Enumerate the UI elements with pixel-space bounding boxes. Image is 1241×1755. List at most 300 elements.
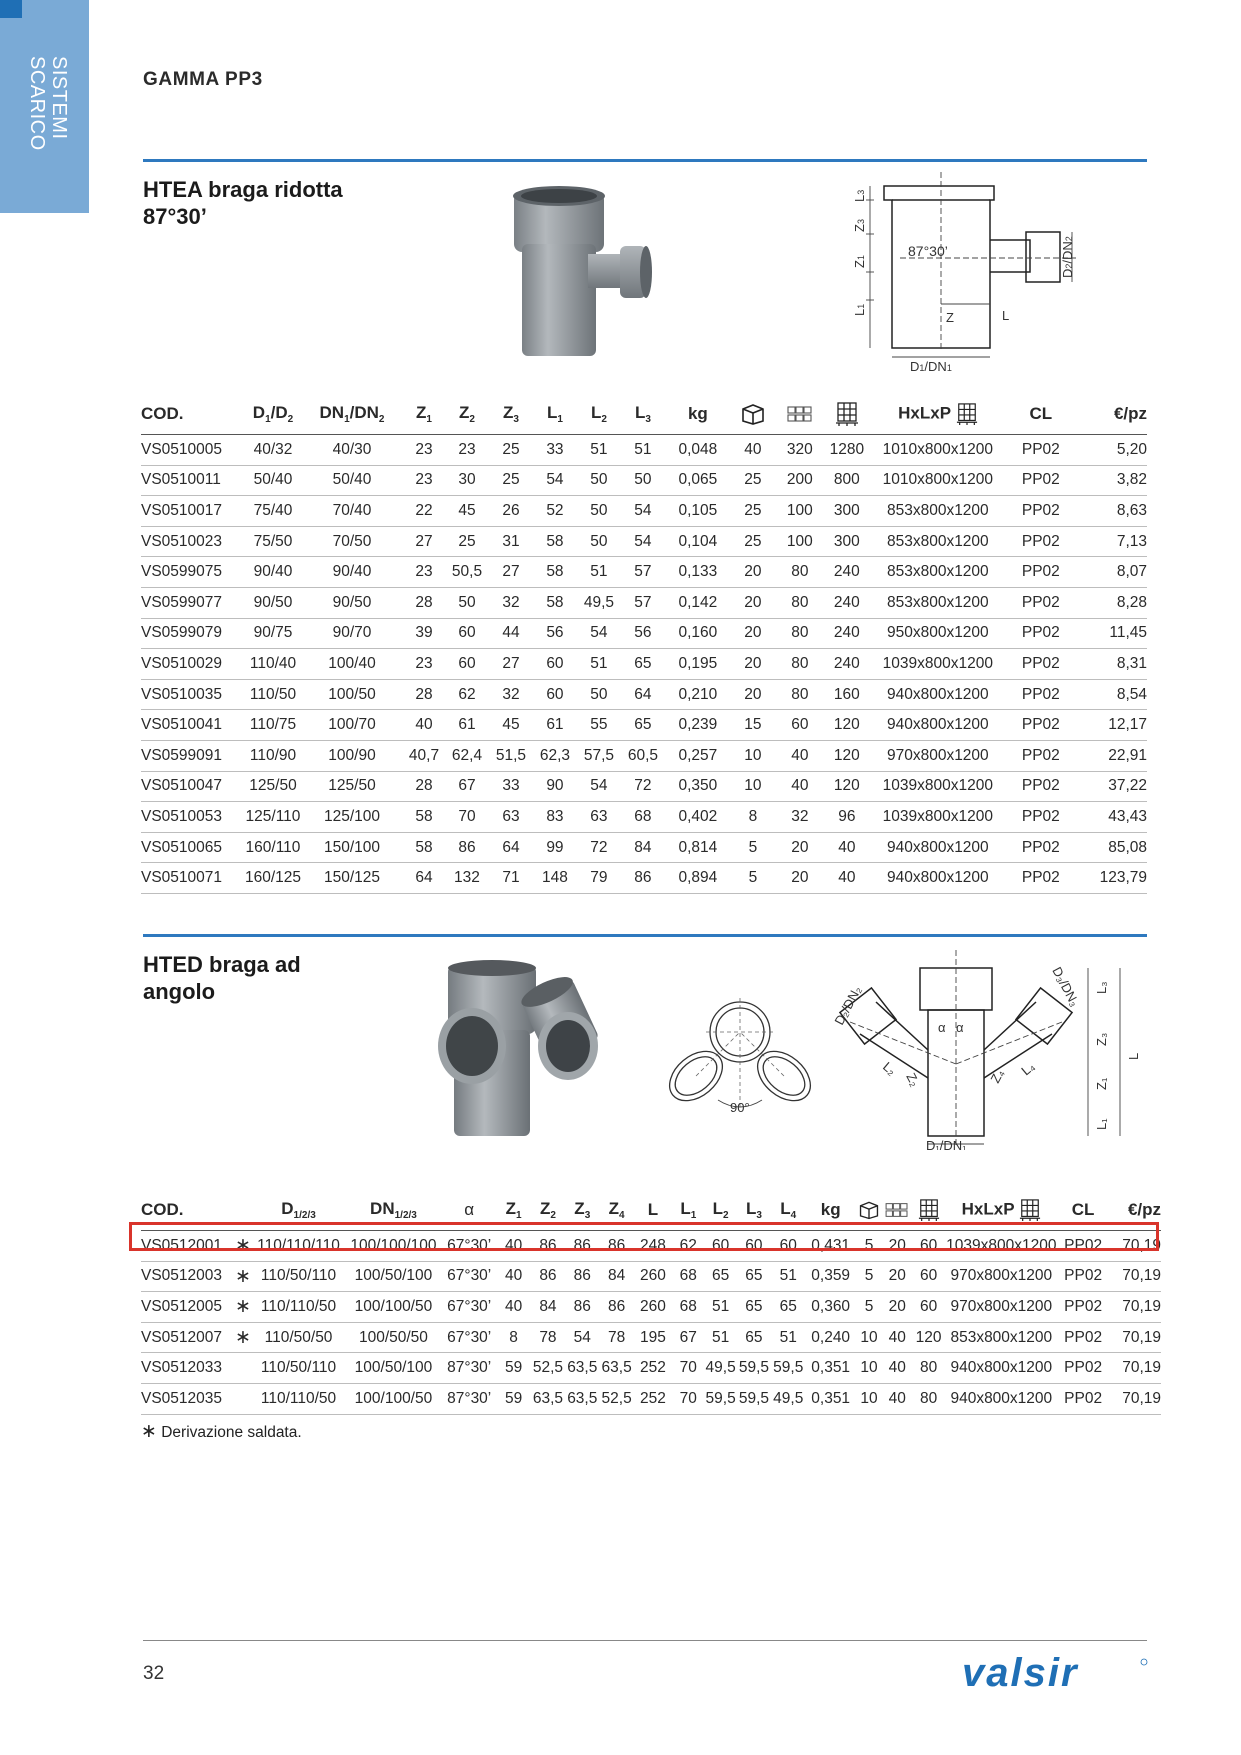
cell-l2: 63	[577, 802, 621, 833]
table-row	[141, 710, 1147, 741]
cell-cod: VS0510029	[141, 649, 245, 680]
cell-z1: 40	[496, 1231, 530, 1262]
section-divider	[143, 934, 1147, 937]
cell-hxlxp: 970x800x1200	[869, 740, 1007, 771]
cell-qty-layer: 40	[775, 771, 825, 802]
cell-cod: VS0512001	[141, 1231, 234, 1262]
table-row	[141, 1292, 1161, 1323]
cell-z2: 23	[445, 435, 489, 466]
cell-l3: 68	[621, 802, 665, 833]
cell-qty-box: 5	[856, 1292, 882, 1323]
cell-cl: PP02	[1007, 863, 1075, 894]
svg-text:L₂: L₂	[880, 1058, 900, 1079]
cell-z1: 58	[403, 802, 445, 833]
cell-l: 252	[634, 1353, 672, 1384]
cell-cod: VS0510017	[141, 496, 245, 527]
valsir-logo	[960, 1652, 1150, 1692]
cell-qty-layer: 100	[775, 526, 825, 557]
col-l2: $L_2$	[704, 1190, 736, 1231]
cell-price: 8,07	[1075, 557, 1147, 588]
cell-qty-box: 25	[731, 496, 775, 527]
table-row	[141, 740, 1147, 771]
cell-l4: 51	[771, 1261, 805, 1292]
cell-dn123: 100/50/50	[345, 1322, 442, 1353]
cell-price: 70,19	[1108, 1383, 1161, 1414]
cell-qty-box: 25	[731, 526, 775, 557]
cell-price: 123,79	[1075, 863, 1147, 894]
cell-price: 8,31	[1075, 649, 1147, 680]
cell-z3: 63,5	[565, 1383, 599, 1414]
cell-alpha: 87°30’	[442, 1353, 497, 1384]
cell-price: 7,13	[1075, 526, 1147, 557]
svg-text:90°: 90°	[730, 1100, 750, 1115]
cell-z1: 23	[403, 435, 445, 466]
table-row	[141, 587, 1147, 618]
cell-z2: 25	[445, 526, 489, 557]
cell-dn1-dn2: 100/40	[301, 649, 403, 680]
cell-l: 260	[634, 1292, 672, 1323]
cell-z1: 22	[403, 496, 445, 527]
cell-hxlxp: 970x800x1200	[945, 1261, 1058, 1292]
cell-cl: PP02	[1058, 1353, 1108, 1384]
cell-star: ∗	[234, 1261, 252, 1292]
cell-kg: 0,359	[805, 1261, 855, 1292]
cell-l2: 55	[577, 710, 621, 741]
cell-l1: 83	[533, 802, 577, 833]
cell-qty-layer: 80	[775, 557, 825, 588]
cell-price: 3,82	[1075, 465, 1147, 496]
col-dn123: $DN_{1/2/3}$	[345, 1190, 442, 1231]
table-header-row	[141, 394, 1147, 435]
table-row	[141, 679, 1147, 710]
cell-z1: 59	[496, 1383, 530, 1414]
cell-qty-box: 5	[856, 1261, 882, 1292]
cell-z3: 33	[489, 771, 533, 802]
cell-l1: 33	[533, 435, 577, 466]
cell-price: 70,19	[1108, 1261, 1161, 1292]
cell-dn1-dn2: 125/100	[301, 802, 403, 833]
cell-z2: 45	[445, 496, 489, 527]
cell-cl: PP02	[1007, 618, 1075, 649]
cell-l2: 49,5	[704, 1353, 736, 1384]
cell-cod: VS0599079	[141, 618, 245, 649]
cell-qty-layer: 40	[775, 740, 825, 771]
cell-cl: PP02	[1007, 710, 1075, 741]
table-row	[141, 465, 1147, 496]
cell-z2: 50,5	[445, 557, 489, 588]
cell-price: 37,22	[1075, 771, 1147, 802]
cell-d1-d2: 40/32	[245, 435, 301, 466]
cell-qty-box: 10	[731, 740, 775, 771]
hted-technical-drawing	[820, 950, 1150, 1150]
cell-d1-d2: 160/110	[245, 832, 301, 863]
col-z4: $Z_4$	[599, 1190, 633, 1231]
cell-z4: 78	[599, 1322, 633, 1353]
cell-qty-layer: 32	[775, 802, 825, 833]
cell-l4: 49,5	[771, 1383, 805, 1414]
cell-l1: 61	[533, 710, 577, 741]
cell-d123: 110/50/110	[252, 1353, 345, 1384]
cell-z1: 23	[403, 465, 445, 496]
cell-qty-pallet: 80	[912, 1353, 944, 1384]
cell-cod: VS0510065	[141, 832, 245, 863]
hted-table-body	[141, 1231, 1161, 1415]
cell-cod: VS0599077	[141, 587, 245, 618]
cell-qty-box: 8	[731, 802, 775, 833]
cell-dn1-dn2: 70/40	[301, 496, 403, 527]
cell-l3: 57	[621, 557, 665, 588]
cell-qty-layer: 100	[775, 496, 825, 527]
htea-product-photo	[500, 184, 660, 360]
section-side-tab	[0, 0, 89, 213]
cell-qty-pallet: 60	[912, 1231, 944, 1262]
cell-l2: 51	[577, 435, 621, 466]
cell-cl: PP02	[1007, 679, 1075, 710]
cell-cod: VS0510071	[141, 863, 245, 894]
cell-qty-pallet: 240	[825, 587, 869, 618]
cell-z3: 63,5	[565, 1353, 599, 1384]
cell-dn1-dn2: 100/70	[301, 710, 403, 741]
cell-l2: 50	[577, 496, 621, 527]
pallet-icon	[918, 1198, 940, 1222]
cell-dn123: 100/50/100	[345, 1353, 442, 1384]
cell-price: 22,91	[1075, 740, 1147, 771]
cell-kg: 0,160	[665, 618, 731, 649]
pallet-icon	[1019, 1198, 1041, 1222]
cell-qty-box: 10	[856, 1353, 882, 1384]
cell-cl: PP02	[1058, 1261, 1108, 1292]
cell-z2: 86	[531, 1231, 565, 1262]
cell-alpha: 67°30’	[442, 1322, 497, 1353]
cell-qty-layer: 40	[882, 1322, 912, 1353]
cell-kg: 0,105	[665, 496, 731, 527]
col-cl: CL	[1007, 394, 1075, 435]
cell-z2: 30	[445, 465, 489, 496]
box-icon	[858, 1199, 880, 1221]
cell-d1-d2: 125/110	[245, 802, 301, 833]
col-alpha: α	[442, 1190, 497, 1231]
cell-z4: 63,5	[599, 1353, 633, 1384]
hted-product-photo	[428, 960, 608, 1140]
cell-star: ∗	[234, 1292, 252, 1323]
htea-technical-drawing	[840, 172, 1080, 372]
cell-d1-d2: 160/125	[245, 863, 301, 894]
cell-l2: 54	[577, 771, 621, 802]
cell-star	[234, 1383, 252, 1414]
svg-text:valsir: valsir	[962, 1652, 1079, 1692]
cell-hxlxp: 853x800x1200	[869, 496, 1007, 527]
page-header-title: GAMMA PP3	[143, 69, 263, 90]
cell-qty-box: 20	[731, 557, 775, 588]
cell-cl: PP02	[1007, 526, 1075, 557]
cell-z2: 70	[445, 802, 489, 833]
cell-hxlxp: 940x800x1200	[869, 863, 1007, 894]
cell-l: 252	[634, 1383, 672, 1414]
cell-kg: 0,894	[665, 863, 731, 894]
col-hxlxp: HxLxP	[945, 1190, 1058, 1231]
cell-l3: 72	[621, 771, 665, 802]
cell-l3: 59,5	[737, 1383, 771, 1414]
cell-cod: VS0512005	[141, 1292, 234, 1323]
cell-price: 8,28	[1075, 587, 1147, 618]
col-z1: $Z_1$	[403, 394, 445, 435]
htea-spec-table	[141, 394, 1147, 894]
cell-z3: 25	[489, 465, 533, 496]
table-row	[141, 1383, 1161, 1414]
cell-z3: 25	[489, 435, 533, 466]
cell-cl: PP02	[1007, 465, 1075, 496]
cell-alpha: 67°30’	[442, 1261, 497, 1292]
cell-l1: 148	[533, 863, 577, 894]
cell-qty-pallet: 800	[825, 465, 869, 496]
col-l2: $L_2$	[577, 394, 621, 435]
cell-l3: 56	[621, 618, 665, 649]
svg-text:Z: Z	[946, 310, 954, 325]
cell-d123: 110/110/110	[252, 1231, 345, 1262]
cell-z2: 60	[445, 649, 489, 680]
table-row	[141, 649, 1147, 680]
cell-qty-layer: 200	[775, 465, 825, 496]
cell-z1: 40	[496, 1292, 530, 1323]
cell-dn123: 100/100/100	[345, 1231, 442, 1262]
cell-z4: 86	[599, 1231, 633, 1262]
cell-hxlxp: 1039x800x1200	[869, 771, 1007, 802]
cell-price: 43,43	[1075, 802, 1147, 833]
cell-l2: 79	[577, 863, 621, 894]
col-z1: $Z_1$	[496, 1190, 530, 1231]
cell-qty-pallet: 80	[912, 1383, 944, 1414]
svg-text:L₄: L₄	[1018, 1058, 1038, 1079]
table-row	[141, 557, 1147, 588]
cell-z4: 86	[599, 1292, 633, 1323]
cell-z2: 86	[445, 832, 489, 863]
cell-z3: 63	[489, 802, 533, 833]
cell-l4: 51	[771, 1322, 805, 1353]
cell-d123: 110/110/50	[252, 1292, 345, 1323]
cell-price: 70,19	[1108, 1353, 1161, 1384]
col-kg: kg	[665, 394, 731, 435]
cell-l2: 57,5	[577, 740, 621, 771]
cell-cod: VS0510041	[141, 710, 245, 741]
cell-l3: 59,5	[737, 1353, 771, 1384]
cell-kg: 0,240	[805, 1322, 855, 1353]
col-l3: $L_3$	[621, 394, 665, 435]
cell-l: 195	[634, 1322, 672, 1353]
cell-cod: VS0510053	[141, 802, 245, 833]
cell-z3: 31	[489, 526, 533, 557]
col-pallet-icon	[825, 394, 869, 435]
cell-d1-d2: 125/50	[245, 771, 301, 802]
cell-dn1-dn2: 90/50	[301, 587, 403, 618]
cell-d1-d2: 50/40	[245, 465, 301, 496]
cell-cod: VS0510011	[141, 465, 245, 496]
cell-l3: 51	[621, 435, 665, 466]
cell-z2: 52,5	[531, 1353, 565, 1384]
cell-l1: 70	[672, 1383, 704, 1414]
cell-l2: 54	[577, 618, 621, 649]
section2-title: HTED braga ad angolo	[143, 952, 301, 1004]
svg-text:D₁/DN₁: D₁/DN₁	[926, 1138, 967, 1150]
cell-z4: 84	[599, 1261, 633, 1292]
table-row	[141, 771, 1147, 802]
cell-l: 260	[634, 1261, 672, 1292]
cell-z1: 27	[403, 526, 445, 557]
cell-l2: 65	[704, 1261, 736, 1292]
svg-text:Z₂: Z₂	[903, 1070, 923, 1089]
col-l3: $L_3$	[737, 1190, 771, 1231]
col-layer-icon	[775, 394, 825, 435]
box-icon	[740, 402, 766, 426]
cell-price: 8,63	[1075, 496, 1147, 527]
cell-kg: 0,048	[665, 435, 731, 466]
cell-qty-box: 40	[731, 435, 775, 466]
cell-l1: 62	[672, 1231, 704, 1262]
cell-qty-box: 20	[731, 649, 775, 680]
cell-z3: 71	[489, 863, 533, 894]
cell-dn1-dn2: 125/50	[301, 771, 403, 802]
svg-text:D₂/DN₂: D₂/DN₂	[831, 983, 865, 1028]
cell-z1: 28	[403, 771, 445, 802]
cell-l2: 51	[704, 1292, 736, 1323]
page-number: 32	[143, 1663, 165, 1684]
cell-cl: PP02	[1058, 1292, 1108, 1323]
cell-cl: PP02	[1007, 832, 1075, 863]
hted-top-view-drawing	[660, 990, 820, 1120]
cell-z1: 39	[403, 618, 445, 649]
col-z2: $Z_2$	[531, 1190, 565, 1231]
cell-dn1-dn2: 90/70	[301, 618, 403, 649]
cell-l3: 64	[621, 679, 665, 710]
cell-hxlxp: 1039x800x1200	[869, 649, 1007, 680]
cell-kg: 0,431	[805, 1231, 855, 1262]
cell-l1: 62,3	[533, 740, 577, 771]
cell-l1: 99	[533, 832, 577, 863]
cell-qty-pallet: 120	[825, 771, 869, 802]
cell-price: 8,54	[1075, 679, 1147, 710]
cell-qty-layer: 40	[882, 1383, 912, 1414]
cell-l1: 58	[533, 557, 577, 588]
cell-l3: 65	[737, 1292, 771, 1323]
cell-qty-pallet: 120	[825, 740, 869, 771]
svg-text:α: α	[938, 1020, 946, 1035]
cell-l2: 59,5	[704, 1383, 736, 1414]
cell-d1-d2: 90/40	[245, 557, 301, 588]
table-row	[141, 435, 1147, 466]
col-z3: $Z_3$	[489, 394, 533, 435]
cell-z3: 26	[489, 496, 533, 527]
table-row	[141, 618, 1147, 649]
cell-dn1-dn2: 50/40	[301, 465, 403, 496]
cell-l1: 90	[533, 771, 577, 802]
col-l: L	[634, 1190, 672, 1231]
cell-z1: 28	[403, 587, 445, 618]
cell-qty-layer: 320	[775, 435, 825, 466]
cell-z2: 86	[531, 1261, 565, 1292]
cell-star: ∗	[234, 1322, 252, 1353]
col-price: €/pz	[1108, 1190, 1161, 1231]
cell-l3: 50	[621, 465, 665, 496]
cell-d1-d2: 75/50	[245, 526, 301, 557]
cell-kg: 0,360	[805, 1292, 855, 1323]
cell-l2: 50	[577, 526, 621, 557]
cell-l4: 60	[771, 1231, 805, 1262]
cell-kg: 0,210	[665, 679, 731, 710]
cell-price: 70,19	[1108, 1322, 1161, 1353]
cell-l1: 52	[533, 496, 577, 527]
cell-qty-layer: 80	[775, 649, 825, 680]
cell-cod: VS0512033	[141, 1353, 234, 1384]
col-d123: $D_{1/2/3}$	[252, 1190, 345, 1231]
cell-l4: 59,5	[771, 1353, 805, 1384]
cell-d123: 110/50/110	[252, 1261, 345, 1292]
cell-kg: 0,350	[665, 771, 731, 802]
cell-qty-box: 20	[731, 679, 775, 710]
col-kg: kg	[805, 1190, 855, 1231]
svg-text:α: α	[956, 1020, 964, 1035]
cell-l3: 54	[621, 526, 665, 557]
cell-cl: PP02	[1007, 802, 1075, 833]
cell-dn1-dn2: 150/100	[301, 832, 403, 863]
cell-kg: 0,814	[665, 832, 731, 863]
cell-qty-pallet: 40	[825, 863, 869, 894]
table-row	[141, 1261, 1161, 1292]
cell-l1: 58	[533, 587, 577, 618]
cell-qty-pallet: 240	[825, 557, 869, 588]
cell-hxlxp: 940x800x1200	[945, 1353, 1058, 1384]
cell-qty-box: 10	[856, 1322, 882, 1353]
cell-qty-layer: 20	[882, 1261, 912, 1292]
cell-dn1-dn2: 90/40	[301, 557, 403, 588]
cell-qty-layer: 20	[882, 1231, 912, 1262]
cell-l1: 60	[533, 649, 577, 680]
highlighted-row-outline	[129, 1222, 1159, 1251]
col-z2: $Z_2$	[445, 394, 489, 435]
cell-kg: 0,142	[665, 587, 731, 618]
cell-l1: 60	[533, 679, 577, 710]
cell-qty-box: 15	[731, 710, 775, 741]
col-l1: $L_1$	[533, 394, 577, 435]
cell-price: 70,19	[1108, 1231, 1161, 1262]
cell-l4: 65	[771, 1292, 805, 1323]
side-tab-label: SISTEMI SCARICO	[26, 56, 70, 151]
cell-kg: 0,257	[665, 740, 731, 771]
cell-kg: 0,133	[665, 557, 731, 588]
cell-z1: 23	[403, 649, 445, 680]
cell-cod: VS0599075	[141, 557, 245, 588]
section-divider	[143, 159, 1147, 162]
cell-cod: VS0510035	[141, 679, 245, 710]
table-row	[141, 832, 1147, 863]
col-z3: $Z_3$	[565, 1190, 599, 1231]
cell-qty-box: 5	[856, 1231, 882, 1262]
svg-text:L₃: L₃	[1094, 981, 1109, 994]
cell-qty-box: 10	[856, 1383, 882, 1414]
cell-l3: 65	[737, 1322, 771, 1353]
svg-text:L₁: L₁	[1094, 1118, 1109, 1130]
cell-cod: VS0512003	[141, 1261, 234, 1292]
svg-text:Z1: Z1	[852, 255, 867, 268]
footer-divider	[143, 1640, 1147, 1641]
cell-dn123: 100/100/50	[345, 1383, 442, 1414]
cell-hxlxp: 1039x800x1200	[945, 1231, 1058, 1262]
cell-qty-box: 5	[731, 863, 775, 894]
col-cod: COD.	[141, 1190, 234, 1231]
svg-text:Z3: Z3	[852, 219, 867, 232]
box-layer-icon	[884, 1200, 910, 1220]
cell-price: 5,20	[1075, 435, 1147, 466]
section1-title: HTEA braga ridotta 87°30’	[143, 177, 343, 229]
cell-z3: 51,5	[489, 740, 533, 771]
